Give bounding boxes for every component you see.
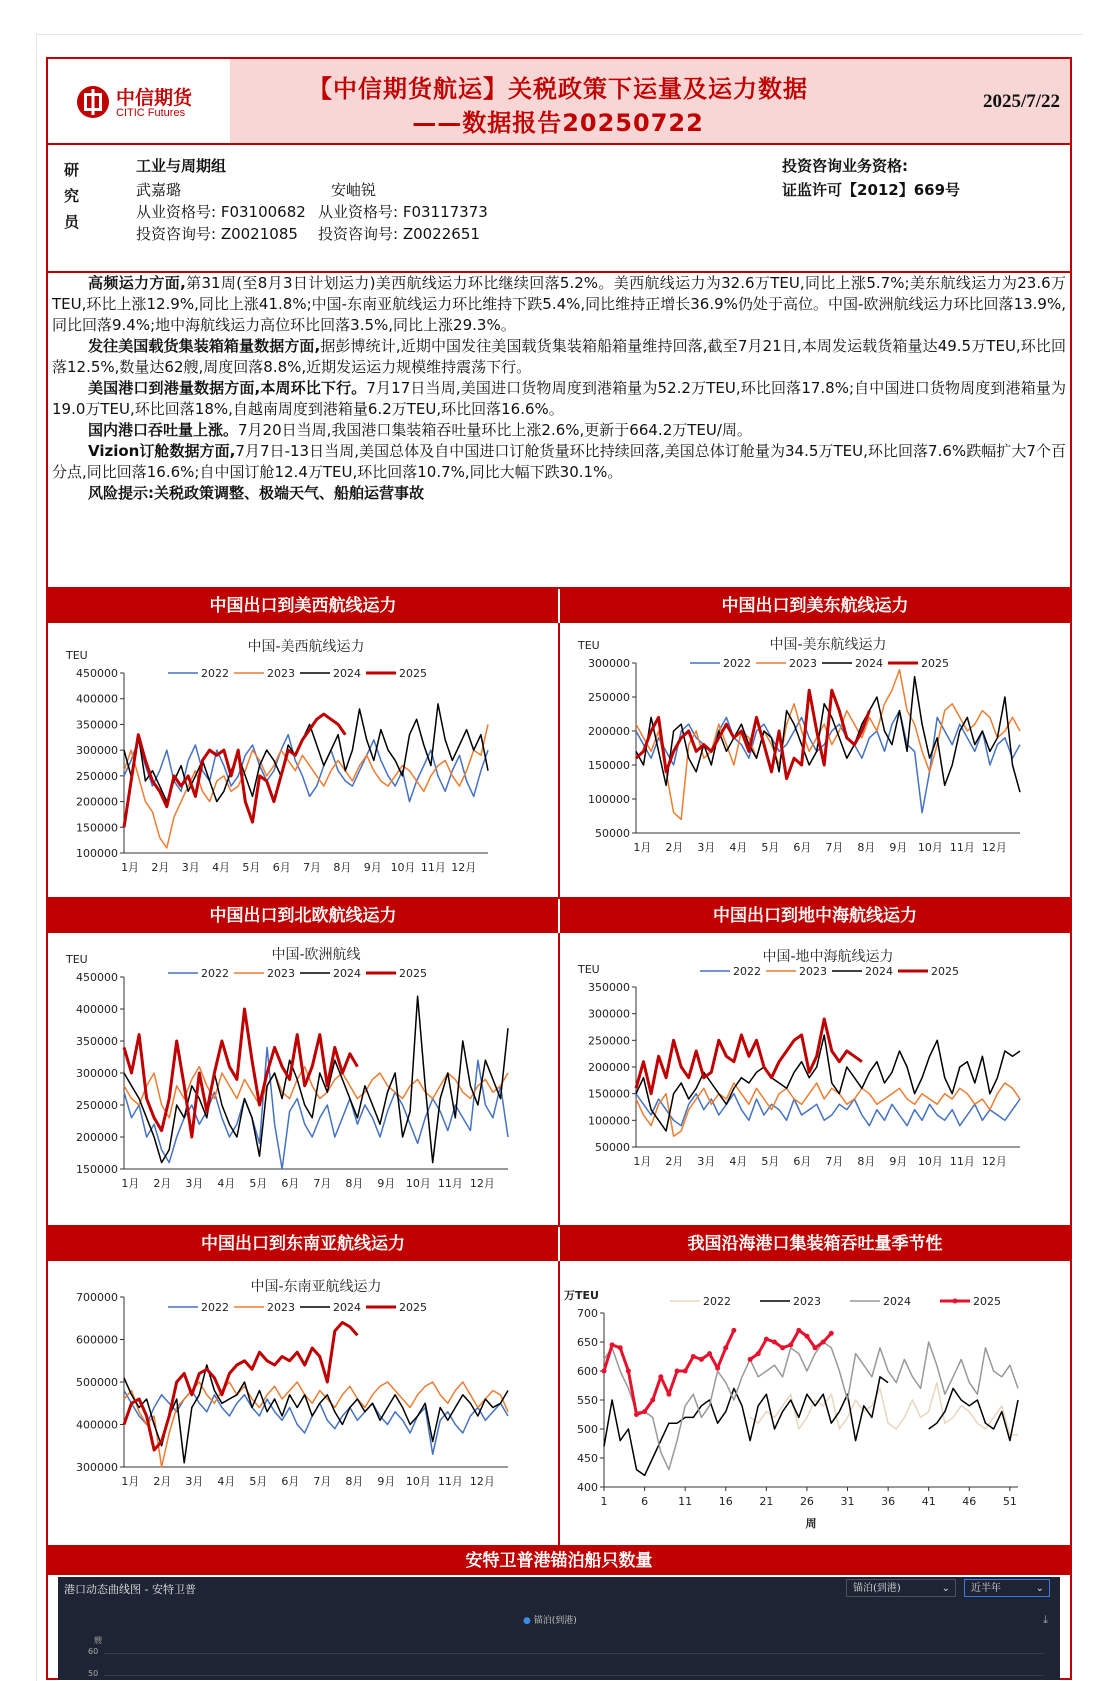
chart-title: 中国-欧洲航线 (271, 947, 361, 963)
y-tick-label: 400000 (76, 1418, 118, 1432)
x-tick-label: 6月 (272, 861, 291, 874)
analyst-1-cert: 从业资格号: F03100682 (136, 203, 306, 221)
report-title: 【中信期货航运】关税政策下运量及运力数据 (308, 75, 808, 103)
chart-title: 中国-美西航线运力 (247, 639, 365, 655)
data-point-2025 (683, 1369, 688, 1374)
data-point-2025 (707, 1351, 712, 1356)
series-line-2024 (124, 1365, 508, 1463)
summary-para-4: 国内港口吞吐量上涨。7月20日当周,我国港口集装箱吞吐量环比上涨2.6%,更新于664.2万TEU/周。 (88, 421, 752, 439)
y-tick-label: 500 (577, 1423, 598, 1436)
analyst-2-cert: 从业资格号: F03117373 (318, 203, 488, 221)
x-tick-label: 6月 (793, 1155, 812, 1168)
x-tick-label: 4月 (729, 841, 748, 854)
chart-n-europe (48, 933, 556, 1223)
y-tick-label: 50000 (595, 827, 630, 840)
section-title-n-europe: 中国出口到北欧航线运力 (48, 899, 558, 933)
series-line-2022 (636, 1094, 1020, 1126)
report (46, 57, 1072, 1680)
x-tick-label: 51 (1002, 1495, 1017, 1508)
data-point-2025 (634, 1412, 639, 1417)
x-tick-label: 1月 (121, 1177, 140, 1190)
y-axis-label: TEU (578, 639, 600, 652)
x-tick-label: 12月 (981, 1155, 1007, 1168)
range-select[interactable]: 近半年 ⌄ (964, 1579, 1050, 1597)
y-tick-label: 150000 (588, 759, 630, 772)
panel-port (560, 1261, 1070, 1547)
legend-label: 2022 (201, 667, 229, 680)
y-tick-label: 250000 (76, 1099, 118, 1112)
data-point-2025 (618, 1345, 623, 1350)
y-tick-label: 300000 (76, 1461, 118, 1474)
y-tick-label: 150000 (76, 821, 118, 835)
y-tick-label: 300000 (588, 657, 630, 670)
data-point-2025 (626, 1369, 631, 1374)
x-tick-label: 4月 (217, 1177, 236, 1190)
x-tick-label: 9月 (363, 861, 382, 874)
data-point-2025 (813, 1345, 818, 1350)
panel-se-asia (48, 1261, 560, 1547)
analyst-role-label: 研 究 员 (64, 161, 80, 231)
series-line-2025 (636, 690, 869, 778)
y-axis-label: TEU (66, 953, 88, 966)
legend-label: 2023 (799, 965, 827, 978)
antwerp-chart (58, 1577, 1060, 1680)
x-tick-label: 6 (641, 1495, 649, 1508)
chart-port-throughput (560, 1261, 1068, 1543)
y-tick-label: 200000 (588, 725, 630, 738)
analyst-2-inv: 投资咨询号: Z0022651 (318, 225, 480, 243)
x-tick-label: 10月 (917, 841, 943, 854)
chart-us-east (560, 623, 1068, 895)
x-tick-label: 2月 (153, 1177, 172, 1190)
legend-label: 2022 (703, 1295, 731, 1308)
y-tick-label: 200000 (76, 795, 118, 809)
legend-marker-icon: ● (523, 1616, 531, 1626)
x-tick-label: 9月 (889, 1155, 908, 1168)
x-tick-label: 3月 (185, 1177, 204, 1190)
legend-label: 2022 (201, 1301, 229, 1314)
x-tick-label: 2月 (665, 841, 684, 854)
analyst-2-name: 安岫锐 (331, 181, 377, 199)
x-tick-label: 2月 (153, 1475, 172, 1488)
data-point-2025 (715, 1366, 720, 1371)
download-icon[interactable]: ⤓ (1043, 1613, 1048, 1626)
analyst-section (48, 145, 1070, 273)
chart-title: 中国-地中海航线运力 (762, 949, 894, 965)
y-axis-label: TEU (66, 649, 88, 662)
y-tick-label: 700 (577, 1307, 598, 1320)
y-tick-label: 600 (577, 1365, 598, 1378)
x-tick-label: 8月 (345, 1475, 364, 1488)
legend-label: 2025 (931, 965, 959, 978)
report-subtitle: ——数据报告20250722 (412, 109, 704, 137)
series-line-2024 (124, 996, 508, 1162)
x-tick-label: 8月 (857, 841, 876, 854)
x-tick-label: 3月 (181, 861, 200, 874)
y-tick-label: 350000 (588, 981, 630, 994)
logo (48, 59, 230, 143)
section-title-med: 中国出口到地中海航线运力 (560, 899, 1070, 933)
data-point-2025 (748, 1357, 753, 1362)
x-tick-label: 31 (840, 1495, 855, 1508)
x-axis-label: 周 (805, 1517, 817, 1530)
summary-para-2: 发往美国载货集装箱箱量数据方面,据彭博统计,近期中国发往美国载货集装箱船箱量维持回落,截至7月21日,本周发运载货箱量达49.5万TEU,环比回落12.5%,数量达62艘,周度回落8.8%,近期发运运力规模维持震荡下行。 (52, 337, 1066, 376)
legend-label: 2024 (333, 667, 361, 680)
x-tick-label: 9月 (377, 1475, 396, 1488)
x-tick-label: 16 (718, 1495, 733, 1508)
data-point-2025 (788, 1342, 793, 1347)
x-tick-label: 10月 (390, 861, 416, 874)
x-tick-label: 4月 (212, 861, 231, 874)
qualification-value: 证监许可【2012】669号 (782, 181, 961, 199)
data-point-2025 (804, 1334, 809, 1339)
x-tick-label: 3月 (185, 1475, 204, 1488)
logo-text-cn: 中信期货 (116, 87, 193, 109)
series-line-2024 (636, 1035, 1020, 1131)
legend-marker (953, 1299, 958, 1304)
legend-label: 2024 (333, 1301, 361, 1314)
legend-label: 2023 (793, 1295, 821, 1308)
data-point-2025 (821, 1340, 826, 1345)
legend-label: 2025 (973, 1295, 1001, 1308)
y-tick-label: 100000 (76, 847, 118, 860)
report-header (48, 59, 1070, 145)
y-tick-label: 650 (577, 1336, 598, 1349)
panel-med (560, 933, 1070, 1227)
y-tick-label: 500000 (76, 1376, 118, 1389)
y-tick-label: 250000 (588, 691, 630, 704)
x-tick-label: 10月 (405, 1177, 431, 1190)
y-tick-label: 50000 (595, 1141, 630, 1154)
y-tick-label: 150000 (76, 1163, 118, 1176)
x-tick-label: 41 (921, 1495, 936, 1508)
chart-title: 中国-美东航线运力 (769, 637, 887, 653)
panel-us-east (560, 623, 1070, 899)
x-tick-label: 5月 (249, 1475, 268, 1488)
x-tick-label: 5月 (761, 1155, 780, 1168)
y-tick-label: 450000 (76, 667, 118, 680)
section-title-us-west: 中国出口到美西航线运力 (48, 589, 558, 623)
y-axis-label: TEU (578, 963, 600, 976)
legend-label: 2023 (789, 657, 817, 670)
antwerp-ytick: 60 (88, 1647, 99, 1656)
chart-med (560, 933, 1068, 1223)
data-point-2025 (772, 1340, 777, 1345)
data-point-2025 (829, 1331, 834, 1336)
y-tick-label: 100000 (588, 793, 630, 806)
legend-label: 2024 (865, 965, 893, 978)
x-tick-label: 1月 (121, 1475, 140, 1488)
x-tick-label: 2月 (151, 861, 170, 874)
legend-label: 2022 (201, 967, 229, 980)
legend-label: 2022 (723, 657, 751, 670)
data-point-2025 (610, 1342, 615, 1347)
chart-se-asia (48, 1261, 556, 1543)
y-tick-label: 300000 (76, 744, 118, 758)
data-point-2025 (723, 1345, 728, 1350)
x-tick-label: 5月 (242, 861, 261, 874)
x-tick-label: 8月 (345, 1177, 364, 1190)
section-title-us-east: 中国出口到美东航线运力 (560, 589, 1070, 623)
chart-us-west (48, 623, 556, 895)
x-tick-label: 7月 (825, 841, 844, 854)
antwerp-ytick: 50 (88, 1669, 99, 1678)
series-line-2024 (604, 1342, 1018, 1470)
panel-us-west (48, 623, 560, 899)
x-tick-label: 3月 (697, 1155, 716, 1168)
legend-label: 2024 (333, 967, 361, 980)
data-point-2025 (642, 1409, 647, 1414)
legend-label: 2023 (267, 667, 295, 680)
y-tick-label: 150000 (588, 1087, 630, 1101)
analyst-1-name: 武嘉璐 (136, 181, 182, 199)
y-tick-label: 400000 (76, 692, 118, 706)
x-tick-label: 7月 (825, 1155, 844, 1168)
x-tick-label: 11月 (437, 1475, 463, 1488)
y-tick-label: 200000 (588, 1061, 630, 1074)
x-tick-label: 11月 (437, 1177, 463, 1190)
y-tick-label: 250000 (588, 1034, 630, 1048)
x-tick-label: 7月 (313, 1177, 332, 1190)
grid-line (104, 1653, 1044, 1654)
x-tick-label: 6月 (793, 841, 812, 854)
x-tick-label: 9月 (889, 841, 908, 854)
y-tick-label: 350000 (76, 1035, 118, 1048)
data-point-2025 (699, 1357, 704, 1362)
y-tick-label: 300000 (588, 1007, 630, 1021)
x-tick-label: 2月 (665, 1155, 684, 1168)
section-title-antwerp: 安特卫普港锚泊船只数量 (48, 1547, 1070, 1575)
legend-label: 2022 (733, 965, 761, 978)
data-point-2025 (666, 1392, 671, 1397)
series-line-2023 (124, 1382, 508, 1467)
summary-para-3: 美国港口到港量数据方面,本周环比下行。7月17日当周,美国进口货物周度到港箱量为52.2万TEU,环比回落17.8%;自中国进口货物周度到港箱量为19.0万TEU,环比回落18%,自越南周度到港箱量6.2万TEU,环比回落16.6%。 (52, 379, 1066, 418)
y-tick-label: 100000 (588, 1114, 630, 1128)
data-point-2025 (691, 1354, 696, 1359)
analyst-1-inv: 投资咨询号: Z0021085 (136, 225, 298, 243)
citic-logo-icon (76, 85, 110, 119)
analyst-group: 工业与周期组 (136, 157, 227, 175)
logo-text-en: CITIC Futures (116, 107, 186, 119)
x-tick-label: 12月 (469, 1177, 495, 1190)
x-tick-label: 26 (799, 1495, 814, 1508)
x-tick-label: 12月 (469, 1475, 495, 1488)
y-tick-label: 450000 (76, 971, 118, 984)
x-tick-label: 7月 (313, 1475, 332, 1488)
data-point-2025 (675, 1369, 680, 1374)
chart-title: 中国-东南亚航线运力 (250, 1279, 382, 1295)
antwerp-chart-title: 港口动态曲线图 - 安特卫普 (64, 1583, 196, 1596)
data-point-2025 (658, 1374, 663, 1379)
x-tick-label: 1月 (633, 841, 652, 854)
legend-label: 2025 (399, 667, 427, 680)
grid-line (104, 1675, 1044, 1676)
antwerp-unit: 艘 (94, 1636, 102, 1645)
x-tick-label: 1月 (121, 861, 140, 874)
data-point-2025 (796, 1328, 801, 1333)
legend-label: 2023 (267, 967, 295, 980)
data-point-2025 (780, 1345, 785, 1350)
x-tick-label: 36 (881, 1495, 896, 1508)
y-tick-label: 200000 (76, 1131, 118, 1144)
x-tick-label: 3月 (697, 841, 716, 854)
legend-label: 2024 (855, 657, 883, 670)
section-title-se-asia: 中国出口到东南亚航线运力 (48, 1227, 558, 1261)
data-point-2025 (764, 1337, 769, 1342)
legend-label: 2025 (399, 1301, 427, 1314)
x-tick-label: 4月 (217, 1475, 236, 1488)
x-tick-label: 12月 (451, 861, 477, 874)
data-point-2025 (602, 1369, 607, 1374)
x-tick-label: 5月 (249, 1177, 268, 1190)
section-title-port: 我国沿海港口集装箱吞吐量季节性 (560, 1227, 1070, 1261)
series-line-2025 (124, 1323, 357, 1451)
summary-section (48, 273, 1070, 589)
legend-label: 2024 (883, 1295, 911, 1308)
y-tick-label: 400000 (76, 1003, 118, 1016)
chevron-down-icon: ⌄ (1035, 1583, 1044, 1594)
x-tick-label: 10月 (405, 1475, 431, 1488)
y-tick-label: 450 (577, 1452, 598, 1465)
qualification-label: 投资咨询业务资格: (782, 157, 908, 175)
antwerp-legend: ● 锚泊(到港) (523, 1616, 577, 1626)
y-tick-label: 600000 (76, 1333, 118, 1347)
y-tick-label: 250000 (76, 769, 118, 783)
legend-label: 2023 (267, 1301, 295, 1314)
y-axis-label: 万TEU (564, 1289, 599, 1302)
summary-para-5: Vizion订舱数据方面,7月7日-13日当周,美国总体及自中国进口订舱货量环比持续回落,美国总体订舱量为34.5万TEU,环比回落7.6%跌幅扩大7个百分点,同比回落16.6%;自中国订舱12.4万TEU,环比回落10.7%,同比大幅下跌30.1%。 (52, 442, 1066, 481)
y-tick-label: 400 (577, 1481, 598, 1494)
x-tick-label: 5月 (761, 841, 780, 854)
x-tick-label: 46 (962, 1495, 977, 1508)
x-tick-label: 11月 (949, 1155, 975, 1168)
x-tick-label: 6月 (281, 1177, 300, 1190)
x-tick-label: 6月 (281, 1475, 300, 1488)
y-tick-label: 700000 (76, 1291, 118, 1304)
panel-n-europe (48, 933, 560, 1227)
x-tick-label: 9月 (377, 1177, 396, 1190)
metric-select[interactable]: 锚泊(到港) ⌄ (846, 1579, 956, 1597)
legend-label: 2025 (399, 967, 427, 980)
x-tick-label: 8月 (857, 1155, 876, 1168)
x-tick-label: 8月 (333, 861, 352, 874)
data-point-2025 (756, 1351, 761, 1356)
data-point-2025 (731, 1328, 736, 1333)
risk-warning: 风险提示:关税政策调整、极端天气、船舶运营事故 (88, 484, 425, 502)
x-tick-label: 11月 (949, 841, 975, 854)
x-tick-label: 1 (600, 1495, 608, 1508)
legend-label: 2025 (921, 657, 949, 670)
report-date: 2025/7/22 (982, 91, 1060, 112)
data-point-2025 (650, 1398, 655, 1403)
x-tick-label: 11 (678, 1495, 693, 1508)
x-tick-label: 21 (759, 1495, 774, 1508)
y-tick-label: 350000 (76, 718, 118, 732)
summary-para-1: 高频运力方面,第31周(至8月3日计划运力)美西航线运力环比继续回落5.2%。美西航线运力为32.6万TEU,同比上涨5.7%;美东航线运力为23.6万TEU,环比上涨12.9%,同比上涨41.8%;中国-东南亚航线运力环比维持下跌5.4%,同比维持正增长36.9%仍处于高位。中国-欧洲航线运力环比回落13.9%,同比回落9.4%;地中海航线运力高位环比回落3.5%,同比上涨29.3%。 (52, 274, 1066, 334)
x-tick-label: 4月 (729, 1155, 748, 1168)
y-tick-label: 300000 (76, 1067, 118, 1080)
x-tick-label: 11月 (420, 861, 446, 874)
chevron-down-icon: ⌄ (941, 1583, 950, 1594)
x-tick-label: 10月 (917, 1155, 943, 1168)
x-tick-label: 7月 (303, 861, 322, 874)
x-tick-label: 12月 (981, 841, 1007, 854)
y-tick-label: 550 (577, 1394, 598, 1407)
x-tick-label: 1月 (633, 1155, 652, 1168)
